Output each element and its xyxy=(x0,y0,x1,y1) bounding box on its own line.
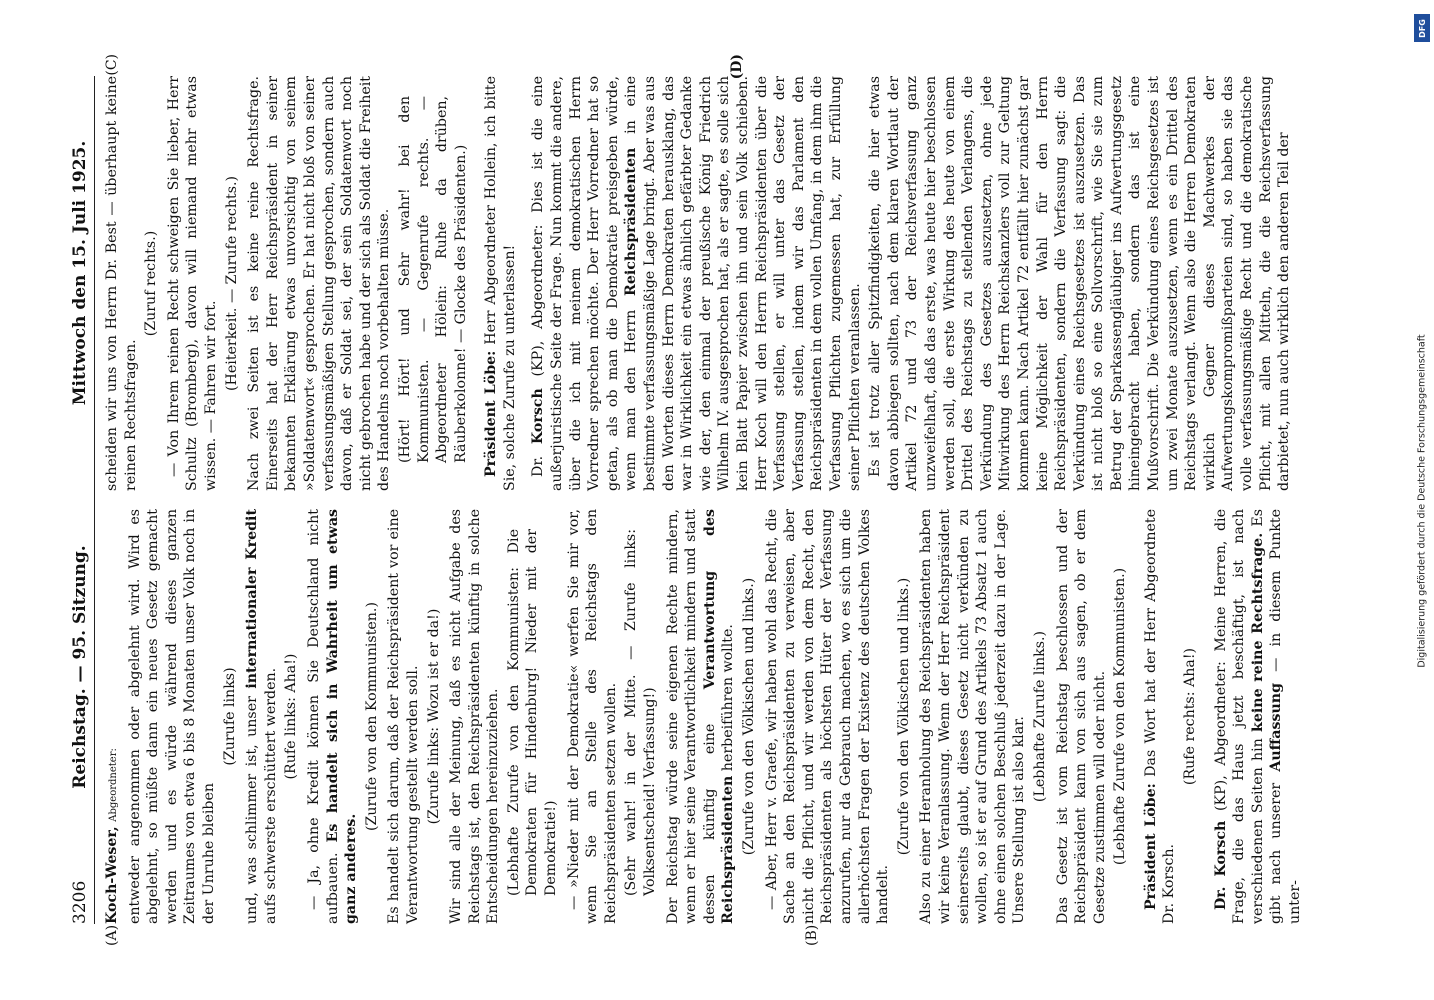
paragraph: Also zu einer Heranholung des Reichspräsidenten haben wir keine Veranlassung. Wenn der Herr Reichspräsident seinerseits glaubt, dieses Gesetz nicht verkünden zu wollen, so ist er auf Grund des Artikels 73 Absatz 1 auch ohne einen solchen Beschluß jederzeit dazu in der Lage. Unsere Stellung ist also klar. xyxy=(918,509,1028,924)
interjection: (Hört! Hört! und Sehr wahr! bei den Kommunisten. — Gegenrufe rechts. — Abgeordneter Hölein: Ruhe da drüben, Räuberkolonne! — Glocke des Präsidenten.) xyxy=(396,96,469,463)
interjection: (Zurufe links) xyxy=(221,667,238,766)
credit-text: Digitalisierung gefördert durch die Deutsche Forschungsgemeinschaft xyxy=(1416,334,1428,668)
header-left-title: Reichstag. — 95. Sitzung. xyxy=(70,545,90,789)
interjection: (Lebhafte Zurufe von den Kommunisten.) xyxy=(1112,567,1129,866)
interjection: (Rufe links: Aha!) xyxy=(283,653,300,780)
emphasis: Verantwortung des Reichspräsidenten xyxy=(701,509,737,924)
margin-marker-b: (B) xyxy=(804,924,820,946)
margin-marker-c: (C) xyxy=(104,54,120,76)
scanned-page xyxy=(52,50,1382,950)
interjection: (Zuruf rechts.) xyxy=(143,230,160,337)
right-column xyxy=(103,54,1358,491)
paragraph: Es handelt sich darum, daß der Reichspräsident vor eine Verantwortung gestellt werden soll. xyxy=(386,509,421,924)
interjection: (Zurufe von den Völkischen und links.) xyxy=(895,577,912,856)
paragraph: Es ist trotz aller Spitzfindigkeiten, die hier etwas davon abbiegen sollten, nach dem klaren Wortlaut der Artikel 72 und 73 der Reichsverfassung ganz unzweifelhaft, daß das erste, was heute hier beschlossen werden soll, die erste Wirkung des heute von einem Drittel des Reichstags zu stellenden Verlangens, die Verkündung des Gesetzes auszusetzen, ohne jede Mitwirkung des Herrn Reichskanzlers voll zur Geltung kommen kann. Nach Artikel 72 entfällt hier zunächst gar keine Möglichkeit der Wahl für den Herrn Reichspräsidenten, sondern die Verfassung sagt: die Verkündung eines Reichsgesetzes ist auszusetzen. Das ist nicht bloß so eine Sollvorschrift, wie Sie sie zum Betrug der Sparkassengläubiger ins Aufwertungsgesetz hineingebracht haben, sondern das ist eine Mußvorschrift. Die Verkündung eines Reichsgesetzes ist um zwei Monate auszusetzen, wenn es ein Drittel des Reichstags verlangt. Wenn also die Herren Demokraten wirklich Gegner dieses Machwerkes der Aufwertungskompromißparteien sind, so haben sie das volle verfassungsmäßige Recht und die demokratische Pflicht, mit allen Mitteln, die die Reichsverfassung darbietet, nun auch wirklich den anderen Teil der xyxy=(867,76,1293,491)
digitization-credit xyxy=(1412,6,1432,996)
paragraph: Präsident Löbe: Herr Abgeordneter Hollein, ich bitte Sie, solche Zurufe zu unterlassen! xyxy=(483,76,518,491)
paragraph: — Von Ihrem reinen Recht schweigen Sie lieber, Herr Schultz (Bromberg), davon will niemand mehr etwas wissen. — Fahren wir fort. xyxy=(165,76,219,491)
paragraph: — Aber, Herr v. Graefe, wir haben wohl das Recht, die Sache an den Reichspräsidenten zu verweisen, aber nicht die Pflicht, und wir werden von dem Recht, den Reichspräsidenten als höchsten Hüter der Verfassung anzurufen, nur da Gebrauch machen, wo es sich um die allerhöchsten Fragen der Existenz des deutschen Volkes handelt. xyxy=(763,509,892,924)
emphasis: Auffassung xyxy=(1268,682,1285,772)
paragraph: Dr. Korsch (KP), Abgeordneter: Dies ist die eine außerjuristische Seite der Frage. Nun kommt die andere, über die ich mit meinem demokratischen Herrn Vorredner sprechen möchte. Der Herr Vorredner hat so getan, als ob man die Demokratie preisgeben würde, wenn man den Herrn Reichspräsidenten in eine bestimmte verfassungsmäßige Lage bringt. Aber was aus den Worten dieses Herrn Demokraten herausklang, das war in Wirklichkeit ein etwas ähnlich gefärbter Gedanke wie der, den einmal der preußische König Friedrich Wilhelm IV. ausgesprochen hat, als er sagte, es solle sich kein Blatt Papier zwischen ihn und sein Volk schieben. Herr Koch will den Herrn Reichspräsidenten über die Verfassung stellen, er will unter das Gesetz der Verfassung stellen, indem wir das Parlament den Reichspräsidenten in dem vollen Umfang, in dem ihm die Verfassung Pflichten zugemessen hat, zur Erfüllung seiner Pflichten veranlassen. xyxy=(530,75,863,491)
page-number: 3206 xyxy=(70,880,90,924)
interjection: (Sehr wahr! in der Mitte. — Zurufe links: Volksentscheid! Verfassung!) xyxy=(623,529,659,896)
margin-marker-a: (A) xyxy=(104,924,120,946)
emphasis: Es handelt sich in Wahrheit um etwas ganz anderes. xyxy=(324,508,360,924)
page-header xyxy=(70,76,95,924)
paragraph: Der Reichstag würde seine eigenen Rechte mindern, wenn er hier seine Verantwortlichkeit mindern und statt dessen künftig eine Verantwortung des Reichspräsidenten herbeiführen wollte. xyxy=(664,509,737,924)
interjection: (Zurufe von den Völkischen und links.) xyxy=(741,577,757,856)
interjection: (Lebhafte Zurufe von den Kommunisten: Die Demokraten für Hindenburg! Nieder mit der Demokratie!) xyxy=(505,529,560,896)
speaker-name: Präsident Löbe: xyxy=(1142,783,1159,910)
paragraph: Präsident Löbe: Das Wort hat der Herr Abgeordnete Dr. Korsch. xyxy=(1142,509,1178,924)
emphasis: Reichspräsidenten xyxy=(623,147,640,296)
speaker-name: Dr. Korsch xyxy=(1212,820,1229,910)
interjection: (Zurufe links: Wozu ist er da!) xyxy=(425,608,442,825)
dfg-logo: DFG xyxy=(1414,14,1430,42)
emphasis: internationaler Kredit xyxy=(244,509,261,689)
paragraph: — Ja, ohne Kredit können Sie Deutschland nicht aufbauen. Es handelt sich in Wahrheit um etwas ganz anderes. xyxy=(305,508,360,924)
speaker-name: Korsch xyxy=(530,388,547,445)
interjection: (Heiterkeit. — Zurufe rechts.) xyxy=(223,175,240,392)
left-column xyxy=(103,508,1358,946)
margin-marker-d: (D) xyxy=(729,54,745,80)
speaker-name: Koch-Weser, xyxy=(104,826,120,924)
header-right-date: Mittwoch den 15. Juli 1925. xyxy=(70,140,90,406)
paragraph: entweder angenommen oder abgelehnt wird. Wird es abgelehnt, so müßte dann ein neues Gesetz gemacht werden und es würde während dieses ganzen Zeitraumes von etwa 6 bis 8 Monaten unser Volk noch in der Unruhe bleiben xyxy=(126,509,217,924)
paragraph: — »Nieder mit der Demokratie« werfen Sie mir vor, wenn Sie an Stelle des Reichstags den Reichspräsidenten setzen wollen. xyxy=(565,509,619,924)
speaker-role: Abgeordneter: xyxy=(108,748,119,822)
speaker-name: Präsident Löbe: xyxy=(483,350,500,477)
paragraph xyxy=(103,509,124,924)
paragraph: Das Gesetz ist vom Reichstag beschlossen und der Reichspräsident kann von sich aus sagen, ob er dem Gesetze zustimmen will oder nicht. xyxy=(1054,509,1108,924)
paragraph: scheiden wir uns von Herrn Dr. Best — überhaupt keine reinen Rechtsfragen. xyxy=(104,76,139,491)
paragraph: und, was schlimmer ist, unser internationaler Kredit aufs schwerste erschüttert werden. xyxy=(244,509,279,924)
paragraph: Dr. Korsch (KP), Abgeordneter: Meine Herren, die Frage, die das Haus jetzt beschäftigt, ist nach verschiedenen Seiten hin keine reine Rechtsfrage. Es gibt nach unserer Auffassung — in diesem Punkte unter- xyxy=(1212,508,1304,924)
interjection: (Zurufe von den Kommunisten.) xyxy=(363,602,380,831)
paragraph: Wir sind alle der Meinung, daß es nicht Aufgabe des Reichstags ist, den Reichspräsidenten künftig in solche Entscheidungen hereinzuziehen. xyxy=(448,509,502,924)
interjection: (Lebhafte Zurufe links.) xyxy=(1031,630,1048,803)
paragraph: Nach zwei Seiten ist es keine reine Rechtsfrage. Einerseits hat der Herr Reichspräsident in seiner bekannten Erklärung etwas unvorsichtig von seinem »Soldatenwort« gesprochen. Er hat nicht bloß von seiner verfassungsmäßigen Stellung gesprochen, sondern auch davon, daß er Soldat sei, der sein Soldatenwort noch nicht gebrochen habe und der sich als Soldat die Freiheit des Handelns noch vorbehalten müsse. xyxy=(246,76,393,491)
interjection: (Rufe rechts: Aha!) xyxy=(1182,647,1199,786)
emphasis: keine reine Rechtsfrage. xyxy=(1249,532,1266,732)
